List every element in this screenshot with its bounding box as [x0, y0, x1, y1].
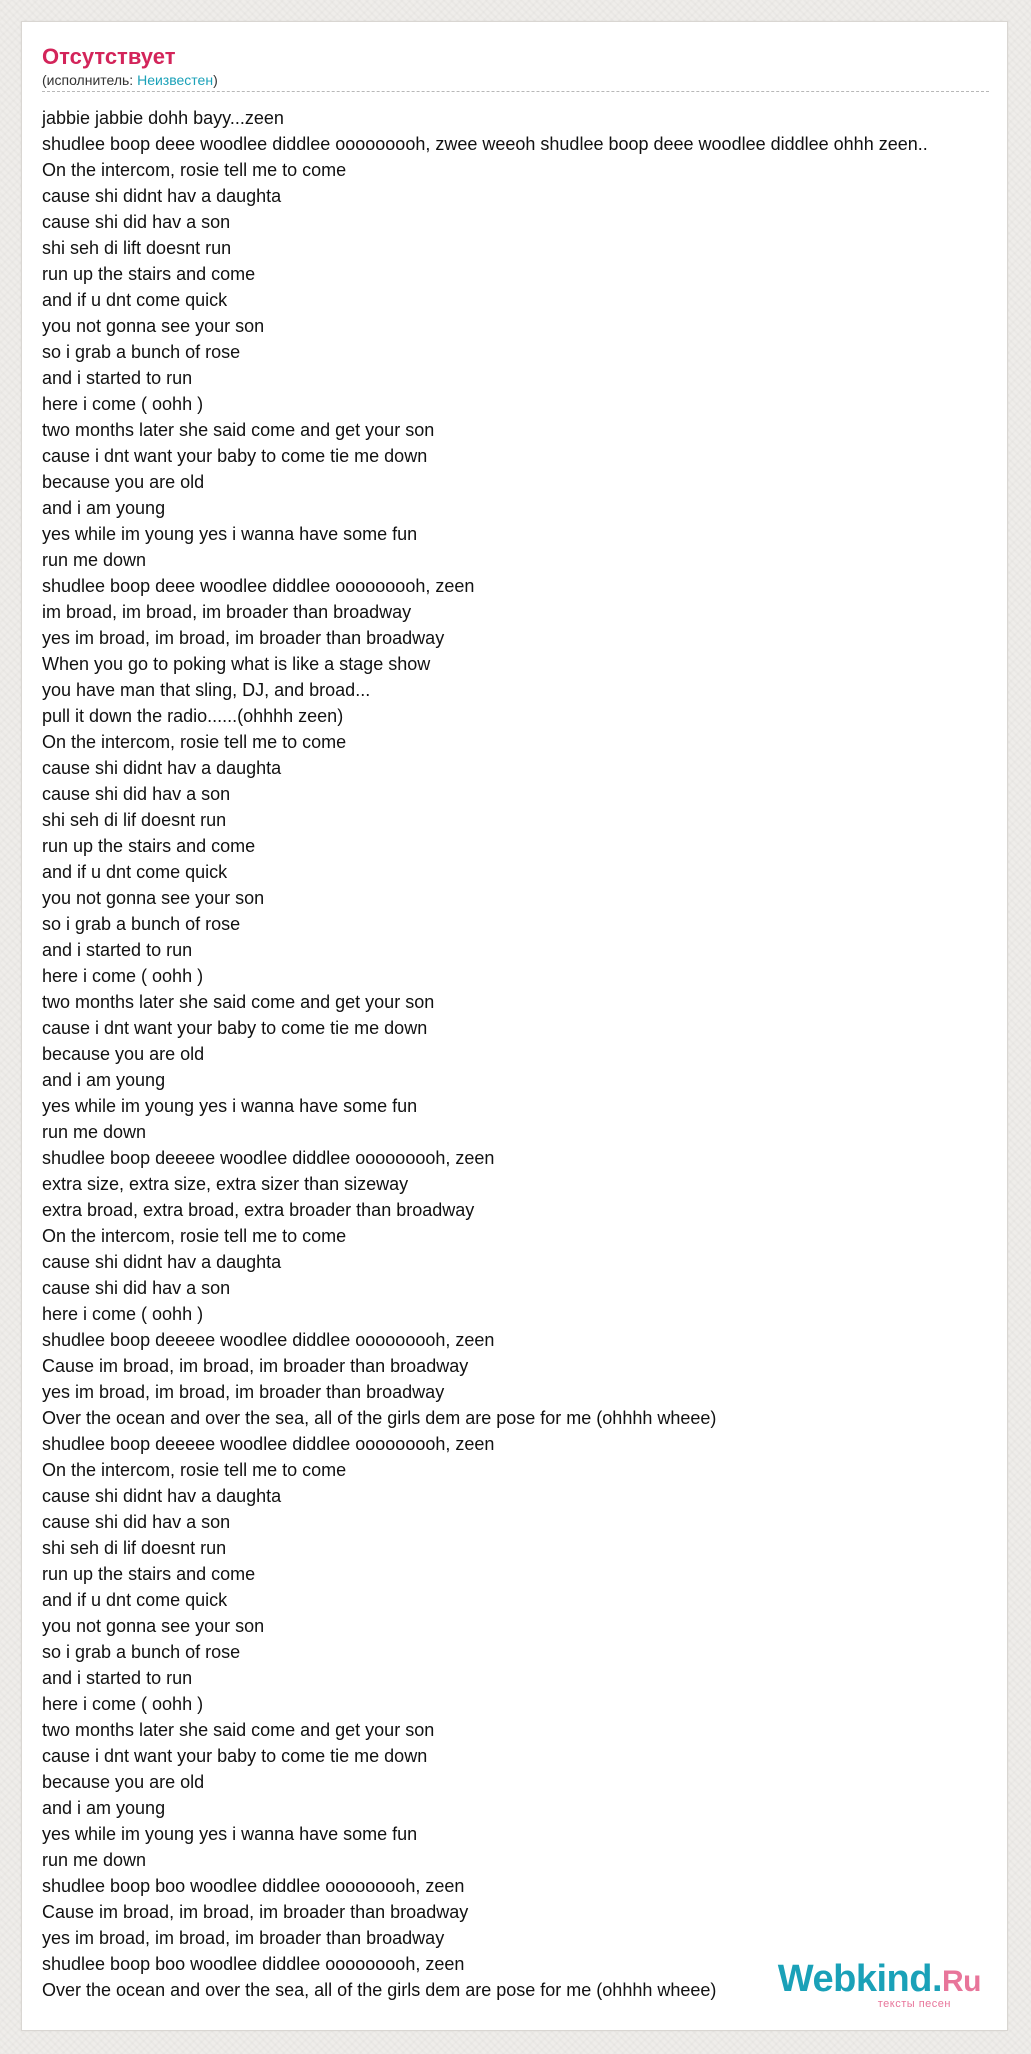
- lyric-line: and i am young: [42, 1798, 166, 1818]
- lyric-line: cause shi didnt hav a daughta: [42, 758, 282, 778]
- lyric-line: because you are old: [42, 1044, 205, 1064]
- lyric-line: because you are old: [42, 472, 205, 492]
- watermark-dot: .: [931, 1958, 942, 2000]
- lyric-line: cause shi did hav a son: [42, 1512, 231, 1532]
- lyric-line: yes im broad, im broad, im broader than broadway: [42, 628, 445, 648]
- lyric-line: jabbie jabbie dohh bayy...zeen: [42, 108, 284, 128]
- artist-prefix: (исполнитель:: [42, 72, 138, 88]
- lyric-line: yes im broad, im broad, im broader than broadway: [42, 1382, 445, 1402]
- lyric-line: On the intercom, rosie tell me to come: [42, 732, 347, 752]
- lyric-line: so i grab a bunch of rose: [42, 914, 241, 934]
- lyric-line: cause shi didnt hav a daughta: [42, 1252, 282, 1272]
- lyric-line: yes while im young yes i wanna have some fun: [42, 1096, 418, 1116]
- lyric-line: run me down: [42, 1122, 147, 1142]
- lyric-line: shudlee boop deeeee woodlee diddlee ooooooooh, zeen: [42, 1330, 495, 1350]
- lyric-line: extra size, extra size, extra sizer than sizeway: [42, 1174, 409, 1194]
- lyric-line: so i grab a bunch of rose: [42, 1642, 241, 1662]
- lyric-line: yes while im young yes i wanna have some fun: [42, 524, 418, 544]
- lyric-line: cause shi didnt hav a daughta: [42, 186, 282, 206]
- artist-line: [42, 72, 989, 92]
- lyric-line: you have man that sling, DJ, and broad...: [42, 680, 371, 700]
- lyric-line: and i am young: [42, 498, 166, 518]
- lyric-line: On the intercom, rosie tell me to come: [42, 1460, 347, 1480]
- lyric-line: yes im broad, im broad, im broader than broadway: [42, 1928, 445, 1948]
- lyric-line: cause i dnt want your baby to come tie me down: [42, 446, 428, 466]
- lyric-line: run me down: [42, 550, 147, 570]
- lyric-line: Over the ocean and over the sea, all of the girls dem are pose for me (ohhhh wheee): [42, 1980, 717, 2000]
- lyric-line: here i come ( oohh ): [42, 1304, 204, 1324]
- artist-suffix: ): [213, 72, 218, 88]
- lyrics-card: [21, 21, 1008, 2031]
- lyric-line: When you go to poking what is like a stage show: [42, 654, 431, 674]
- lyric-line: so i grab a bunch of rose: [42, 342, 241, 362]
- lyric-line: yes while im young yes i wanna have some fun: [42, 1824, 418, 1844]
- lyric-line: two months later she said come and get your son: [42, 1720, 435, 1740]
- lyric-line: here i come ( oohh ): [42, 394, 204, 414]
- song-title: Отсутствует: [42, 44, 176, 69]
- lyric-line: cause shi did hav a son: [42, 1278, 231, 1298]
- lyric-line: here i come ( oohh ): [42, 966, 204, 986]
- watermark-brand: Webkind: [777, 1958, 932, 2000]
- lyric-line: and i started to run: [42, 368, 193, 388]
- lyric-line: run up the stairs and come: [42, 836, 256, 856]
- lyric-line: shi seh di lift doesnt run: [42, 238, 232, 258]
- lyric-line: two months later she said come and get your son: [42, 992, 435, 1012]
- watermark-tagline: тексты песен: [877, 1998, 951, 2010]
- lyric-line: run up the stairs and come: [42, 1564, 256, 1584]
- lyric-line: run up the stairs and come: [42, 264, 256, 284]
- lyric-line: and if u dnt come quick: [42, 862, 228, 882]
- watermark-tld: Ru: [942, 1965, 981, 1998]
- lyric-line: Cause im broad, im broad, im broader than broadway: [42, 1902, 469, 1922]
- lyric-line: shudlee boop boo woodlee diddlee ooooooooh, zeen: [42, 1954, 465, 1974]
- song-header: [42, 44, 989, 92]
- lyric-line: Over the ocean and over the sea, all of the girls dem are pose for me (ohhhh wheee): [42, 1408, 717, 1428]
- lyric-line: run me down: [42, 1850, 147, 1870]
- lyric-line: On the intercom, rosie tell me to come: [42, 1226, 347, 1246]
- lyric-line: shi seh di lif doesnt run: [42, 810, 227, 830]
- lyrics-text: [42, 105, 1031, 2003]
- lyric-line: you not gonna see your son: [42, 888, 265, 908]
- lyric-line: and if u dnt come quick: [42, 1590, 228, 1610]
- lyric-line: shudlee boop deee woodlee diddlee ooooooooh, zeen: [42, 576, 475, 596]
- artist-link[interactable]: Неизвестен: [137, 72, 214, 88]
- lyric-line: shi seh di lif doesnt run: [42, 1538, 227, 1558]
- lyric-line: pull it down the radio......(ohhhh zeen): [42, 706, 344, 726]
- lyric-line: cause i dnt want your baby to come tie me down: [42, 1746, 428, 1766]
- lyric-line: and i am young: [42, 1070, 166, 1090]
- lyric-line: shudlee boop boo woodlee diddlee ooooooooh, zeen: [42, 1876, 465, 1896]
- lyric-line: On the intercom, rosie tell me to come: [42, 160, 347, 180]
- lyric-line: cause shi did hav a son: [42, 212, 231, 232]
- lyric-line: two months later she said come and get your son: [42, 420, 435, 440]
- lyric-line: because you are old: [42, 1772, 205, 1792]
- watermark-logo: [778, 1960, 981, 2001]
- lyric-line: and if u dnt come quick: [42, 290, 228, 310]
- lyric-line: cause shi didnt hav a daughta: [42, 1486, 282, 1506]
- lyric-line: cause i dnt want your baby to come tie me down: [42, 1018, 428, 1038]
- lyric-line: shudlee boop deeeee woodlee diddlee ooooooooh, zeen: [42, 1434, 495, 1454]
- lyric-line: here i come ( oohh ): [42, 1694, 204, 1714]
- lyric-line: shudlee boop deeeee woodlee diddlee ooooooooh, zeen: [42, 1148, 495, 1168]
- lyric-line: cause shi did hav a son: [42, 784, 231, 804]
- site-watermark: [778, 1960, 981, 2010]
- lyric-line: and i started to run: [42, 1668, 193, 1688]
- lyric-line: you not gonna see your son: [42, 316, 265, 336]
- lyric-line: and i started to run: [42, 940, 193, 960]
- lyric-line: Cause im broad, im broad, im broader than broadway: [42, 1356, 469, 1376]
- lyric-line: im broad, im broad, im broader than broadway: [42, 602, 412, 622]
- lyric-line: extra broad, extra broad, extra broader than broadway: [42, 1200, 475, 1220]
- lyric-line: you not gonna see your son: [42, 1616, 265, 1636]
- lyric-line: shudlee boop deee woodlee diddlee ooooooooh, zwee weeoh shudlee boop deee woodlee diddlee ohhh zeen..: [42, 134, 928, 154]
